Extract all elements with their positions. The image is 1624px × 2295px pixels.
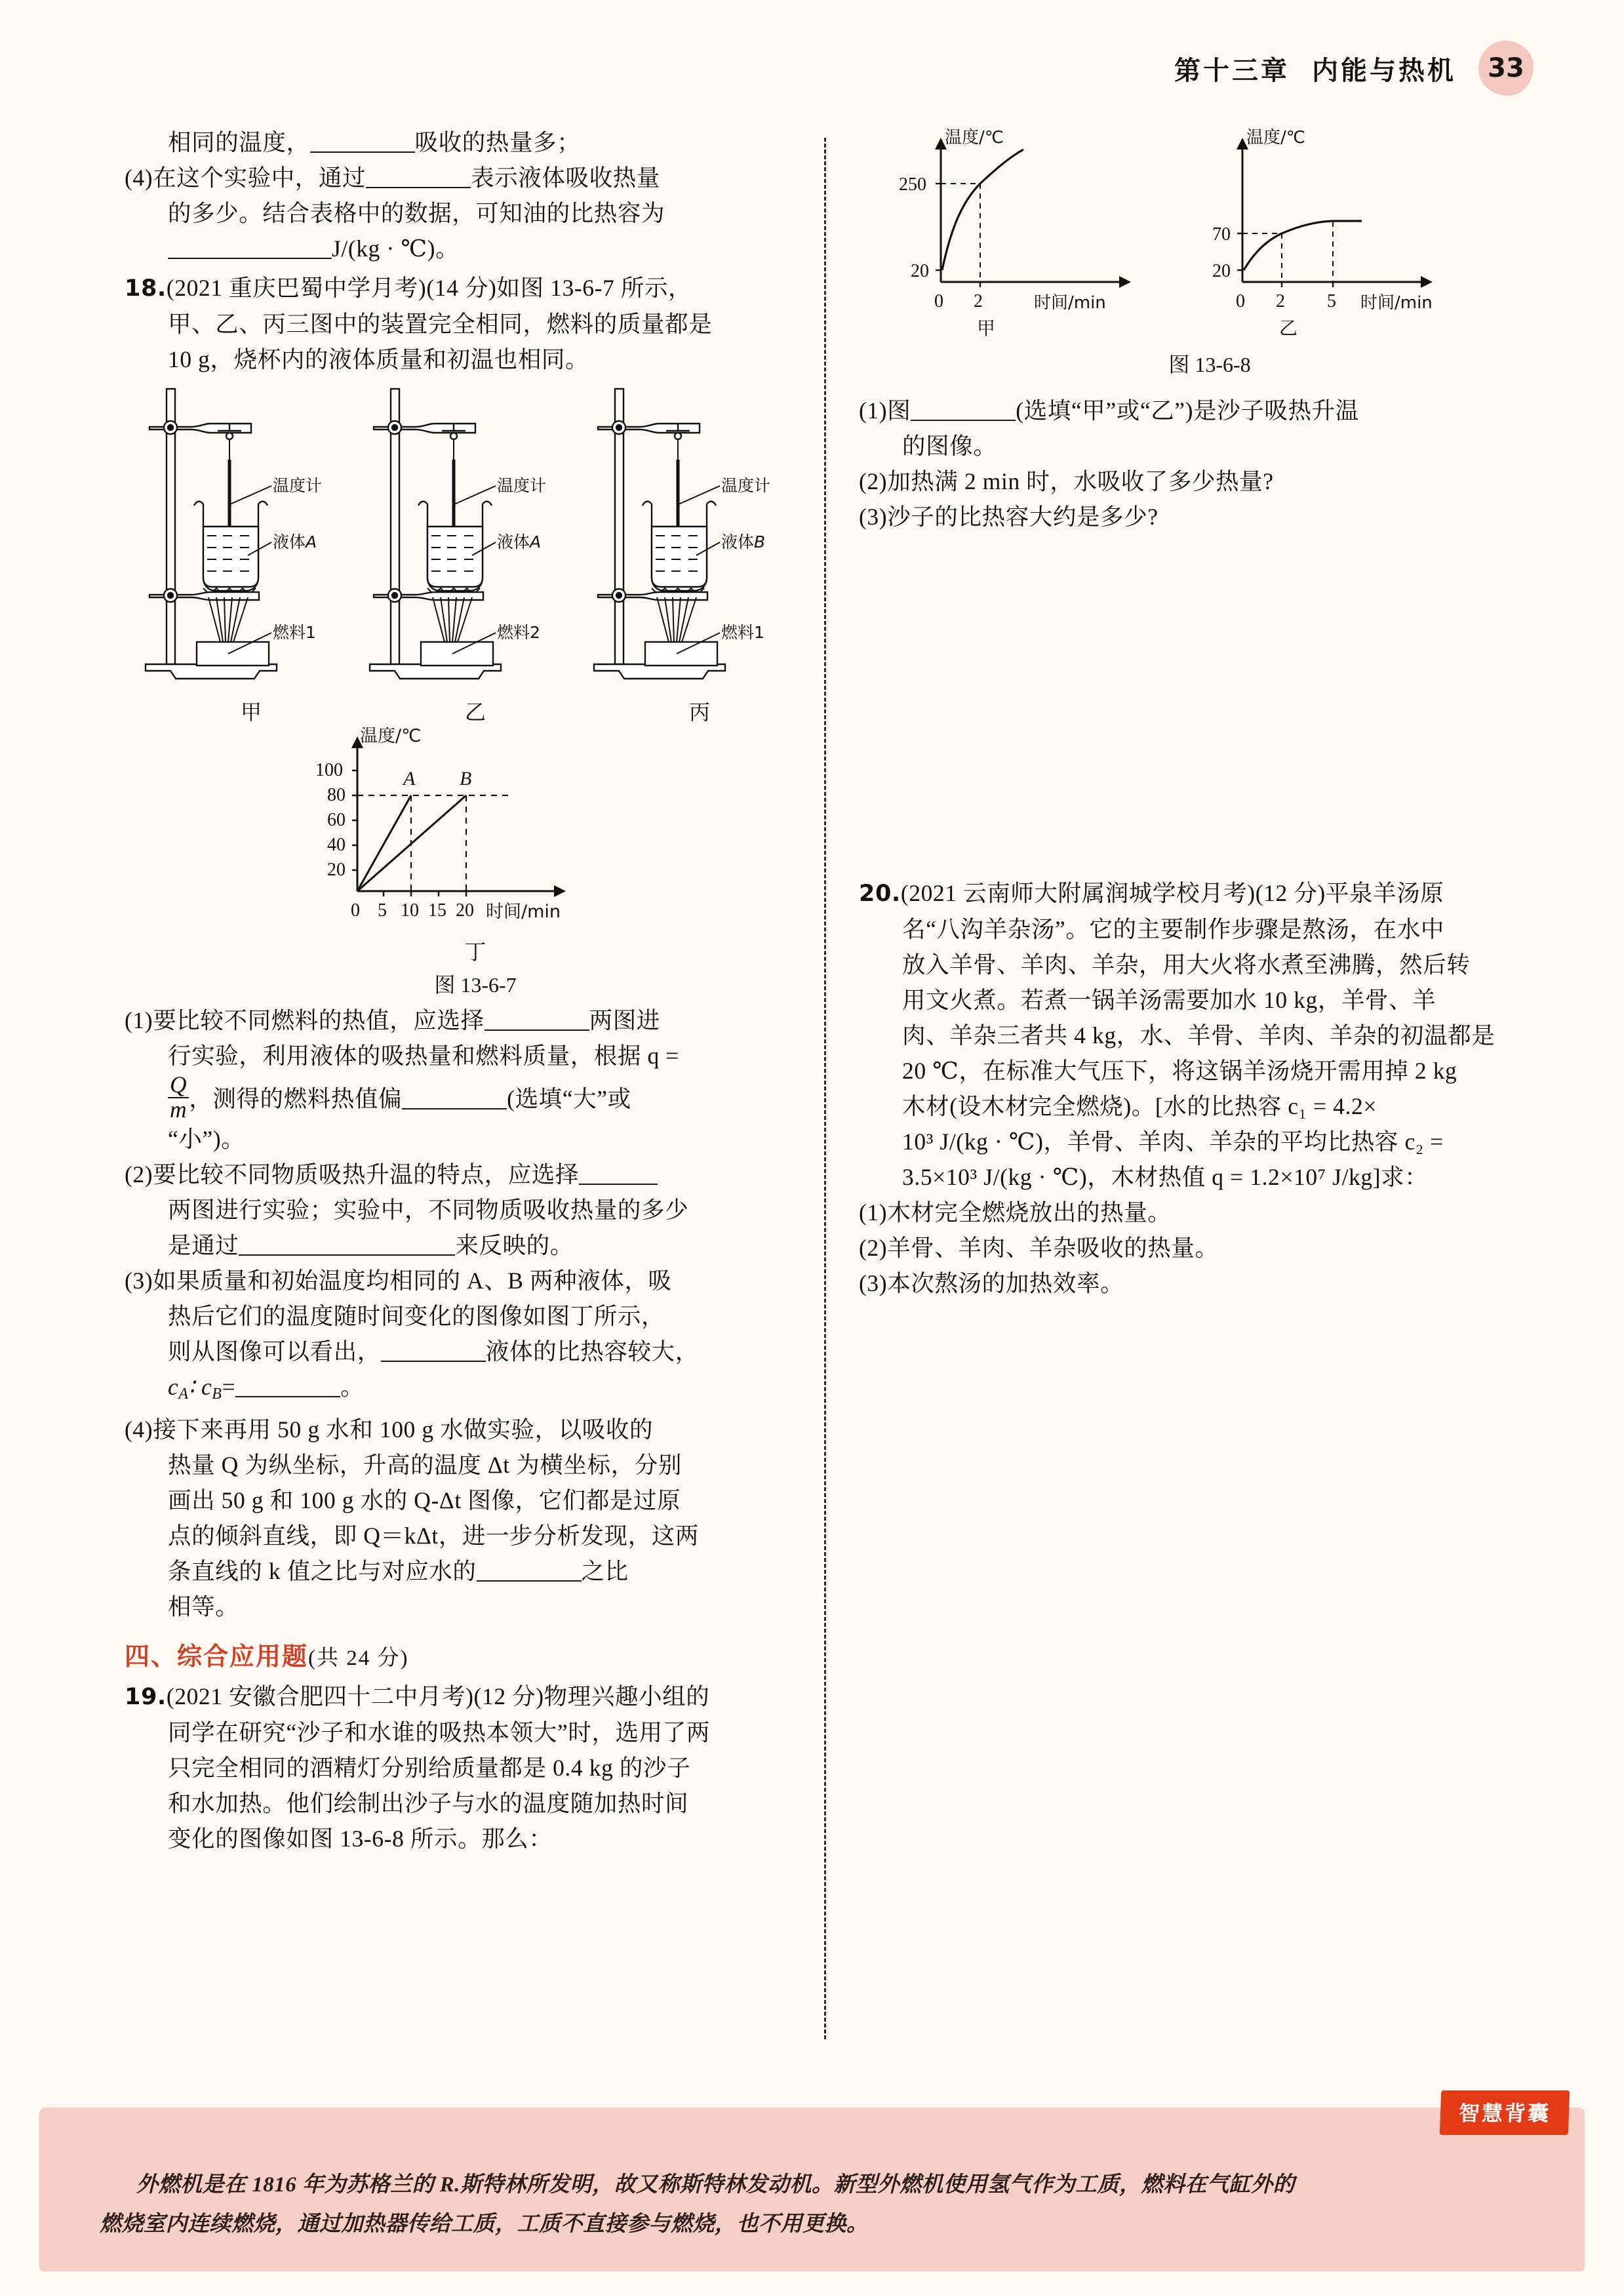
q20-stem-line4: 用文火煮。若煮一锅羊汤需要加水 10 kg，羊骨、羊 — [902, 987, 1436, 1013]
chart-yi-xtick-5: 5 — [1327, 291, 1336, 311]
apparatus-jia-drawing — [143, 386, 359, 694]
q17-sub4-line2: 的多少。结合表格中的数据，可知油的比热容为 — [168, 200, 665, 226]
chart-jia-ylabel: 温度/℃ — [945, 128, 1004, 148]
xtick-10: 10 — [401, 900, 419, 921]
label-liquid: 液体B — [721, 532, 766, 551]
chapter-title: 内能与热机 — [1312, 55, 1456, 86]
q20-points: (12 分) — [1255, 880, 1326, 906]
chart-yi-xlabel: 时间/min — [1360, 293, 1433, 313]
q17-sub4-line1 — [125, 160, 826, 195]
chart-jia-title: 甲 — [977, 317, 996, 339]
label-fuel: 燃料1 — [273, 623, 316, 642]
q18-stem-line2: 甲、乙、丙三图中的装置完全相同，燃料的质量都是 — [168, 311, 713, 337]
left-column — [125, 125, 826, 1856]
q18-sub3-line4 — [125, 1369, 826, 1412]
chart-ding — [292, 727, 659, 930]
q18-sub1-line2: 行实验，利用液体的吸热量和燃料质量，根据 q = — [168, 1043, 679, 1069]
series-A-line — [357, 795, 411, 891]
equals-sign: = — [222, 1374, 236, 1400]
series-label-B: B — [460, 768, 472, 789]
q20-stem-line5: 肉、羊杂三者共 4 kg，水、羊骨、羊肉、羊杂的初温都是 — [902, 1022, 1495, 1048]
chart-jia-ytick-20: 20 — [911, 261, 929, 281]
apparatus-figure-group — [125, 386, 826, 727]
q20-stem-line7: 木材(设木材完全燃烧)。[水的比热容 c₁ = 4.2× — [902, 1093, 1377, 1119]
chart-jia-ytick-250: 250 — [899, 174, 926, 195]
label-thermometer: 温度计 — [721, 476, 771, 495]
chart-ding-xlabel: 时间/min — [486, 902, 561, 922]
q19-sub3: (3)沙子的比热容大约是多少? — [859, 504, 1159, 530]
q17-sub4-b: 表示液体吸收热量 — [471, 165, 660, 191]
apparatus-bing-caption: 丙 — [688, 700, 710, 725]
apparatus-bing — [591, 386, 808, 727]
figure-13-6-8 — [859, 125, 1560, 378]
q18-sub1-line1 — [125, 1003, 826, 1038]
chart-yi-curve — [1244, 221, 1362, 270]
q19-source: (2021 安徽合肥四十二中月考) — [166, 1683, 474, 1709]
label-thermometer: 温度计 — [273, 476, 323, 495]
apparatus-bing-drawing — [591, 386, 808, 694]
q18-sub3-line2: 热后它们的温度随时间变化的图像如图丁所示， — [168, 1303, 665, 1329]
chart-jia-xtick-2: 2 — [974, 291, 983, 311]
answer-blank[interactable] — [239, 1254, 455, 1256]
q18-sub4-f: 之比 — [581, 1558, 629, 1584]
answer-blank[interactable] — [366, 187, 471, 188]
ytick-60: 60 — [327, 810, 346, 830]
q19-stem-line2: 同学在研究“沙子和水谁的吸热本领大”时，选用了两 — [168, 1719, 710, 1746]
wisdom-box-body — [39, 2107, 1585, 2244]
xtick-0: 0 — [351, 900, 360, 921]
q20-stem-line6: 20 ℃，在标准大气压下，将这锅羊汤烧开需用掉 2 kg — [902, 1058, 1457, 1084]
chart-jia-xlabel: 时间/min — [1034, 293, 1106, 313]
page-number-badge — [1478, 41, 1534, 96]
q19-stem-a: 物理兴趣小组的 — [544, 1683, 710, 1709]
answer-blank[interactable] — [485, 1029, 589, 1031]
apparatus-yi-caption: 乙 — [464, 700, 486, 725]
q20-stem-line2: 名“八沟羊杂汤”。它的主要制作步骤是熬汤，在水中 — [902, 916, 1444, 942]
q17-text-a: 相同的温度， — [168, 129, 310, 155]
wisdom-box-tab: 智慧背囊 — [1440, 2090, 1570, 2135]
q18-sub4-e: 条直线的 k 值之比与对应水的 — [168, 1558, 477, 1584]
q18-source: (2021 重庆巴蜀中学月考) — [166, 275, 427, 301]
q18-sub4-line2: 热量 Q 为纵坐标，升高的温度 Δt 为横坐标，分别 — [168, 1452, 682, 1478]
figure-13-6-8-caption: 图 13-6-8 — [1168, 353, 1251, 376]
q18-sub1-line4: “小”)。 — [168, 1126, 245, 1152]
q18-sub4-line1: (4)接下来再用 50 g 水和 100 g 水做实验，以吸收的 — [125, 1416, 654, 1443]
q19-stem-line5: 变化的图像如图 13-6-8 所示。那么： — [168, 1826, 553, 1852]
chart-yi-ytick-20: 20 — [1212, 261, 1231, 281]
q17-sub4-line3 — [125, 231, 826, 266]
wisdom-line-2: 燃烧室内连续燃烧，通过加热器传给工质，工质不直接参与燃烧，也不用更换。 — [100, 2212, 869, 2236]
ytick-40: 40 — [327, 835, 346, 855]
right-column — [859, 125, 1560, 1301]
chart-yi-xtick-0: 0 — [1236, 291, 1245, 311]
q19-stem-line3: 只完全相同的酒精灯分别给质量都是 0.4 kg 的沙子 — [168, 1755, 691, 1781]
apparatus-yi-drawing — [367, 386, 584, 694]
q19-stem-line4: 和水加热。他们绘制出沙子与水的温度随加热时间 — [168, 1790, 689, 1816]
q18-sub3-line3 — [125, 1334, 826, 1369]
chart-yi-ylabel: 温度/℃ — [1246, 128, 1305, 148]
chapter-number: 第十三章 — [1174, 55, 1290, 86]
q17-text-b: 吸收的热量多； — [414, 129, 581, 155]
ytick-20: 20 — [327, 860, 346, 880]
period: 。 — [340, 1374, 365, 1400]
section-four-points: (共 24 分) — [308, 1646, 409, 1670]
label-liquid: 液体A — [273, 532, 317, 551]
q18-sub4-line5 — [125, 1553, 826, 1589]
q18-sub3-c: 则从图像可以看出， — [168, 1338, 381, 1365]
q19-sub1-line2: 的图像。 — [902, 433, 997, 459]
q18-sub1-a: (1)要比较不同燃料的热值，应选择 — [125, 1007, 485, 1033]
q18-number: 18. — [125, 275, 167, 302]
answer-blank[interactable] — [402, 1108, 507, 1109]
chart-ding-wrap — [125, 727, 826, 999]
q18-sub2-line3 — [125, 1227, 826, 1263]
q18-stem-line3: 10 g，烧杯内的液体质量和初温也相同。 — [168, 346, 589, 372]
answer-blank[interactable] — [381, 1361, 486, 1362]
label-fuel: 燃料1 — [721, 623, 764, 642]
q17-unit: J/(kg · ℃)。 — [332, 235, 460, 262]
q20-number: 20. — [859, 881, 901, 907]
chart-yi-ytick-70: 70 — [1212, 224, 1231, 245]
q19-points: (12 分) — [473, 1683, 544, 1709]
xtick-20: 20 — [456, 900, 474, 921]
chart-yi — [1212, 128, 1433, 339]
chart-yi-xtick-2: 2 — [1276, 291, 1285, 311]
q19-sub2: (2)加热满 2 min 时，水吸收了多少热量? — [859, 468, 1274, 494]
chart-yi-title: 乙 — [1279, 317, 1298, 339]
q20-source: (2021 云南师大附属润城学校月考) — [900, 880, 1256, 906]
q20-sub3: (3)本次熬汤的加热效率。 — [859, 1270, 1124, 1296]
q19-number: 19. — [125, 1684, 167, 1710]
q19-sub1-line1 — [859, 393, 1560, 428]
formula-q-over-m — [168, 1073, 189, 1121]
symbol-cB-sub: B — [212, 1386, 222, 1403]
answer-blank[interactable] — [477, 1580, 582, 1582]
chart-ding-label: 丁 — [464, 941, 486, 965]
q18-sub4-line6: 相等。 — [168, 1593, 239, 1620]
q20-stem-line8: 10³ J/(kg · ℃)，羊骨、羊肉、羊杂的平均比热容 c₂ = — [902, 1128, 1444, 1155]
q20-stem-line3: 放入羊骨、羊肉、羊杂，用大火将水煮至沸腾，然后转 — [902, 951, 1471, 978]
answer-blank[interactable] — [579, 1184, 658, 1185]
q20-stem-line9: 3.5×10³ J/(kg · ℃)，木材热值 q = 1.2×10⁷ J/kg]求： — [902, 1164, 1429, 1190]
q18-stem-a: 如图 13-6-7 所示， — [496, 275, 692, 301]
symbol-cA-sub: A — [178, 1386, 189, 1403]
section-four-heading — [125, 1636, 826, 1672]
q20-stem-a: 平泉羊汤原 — [1325, 880, 1444, 906]
chart-jia-xtick-0: 0 — [934, 291, 943, 311]
label-thermometer: 温度计 — [497, 476, 547, 495]
q18-sub1-d: ，测得的燃料热值偏 — [189, 1085, 403, 1112]
chart-ding-ylabel: 温度/℃ — [360, 727, 422, 746]
ytick-100: 100 — [315, 760, 343, 780]
q18-sub1-b: 两图进 — [589, 1007, 660, 1033]
xtick-5: 5 — [378, 900, 387, 921]
q18-sub4-line4: 点的倾斜直线，即 Q＝kΔt，进一步分析发现，这两 — [168, 1523, 699, 1549]
apparatus-jia-caption: 甲 — [240, 700, 262, 725]
section-four-title: 四、综合应用题 — [125, 1642, 309, 1671]
answer-blank[interactable] — [168, 258, 332, 259]
q18-sub3-line1: (3)如果质量和初始温度均相同的 A、B 两种液体，吸 — [125, 1267, 672, 1294]
q18-sub2-line1 — [125, 1157, 826, 1192]
page-number: 33 — [1488, 53, 1524, 83]
q17-tail-line1 — [125, 125, 826, 160]
ytick-80: 80 — [327, 785, 346, 805]
q18-sub1-e: (选填“大”或 — [507, 1085, 631, 1112]
q19-sub1-b: (选填“甲”或“乙”)是沙子吸热升温 — [1016, 397, 1359, 424]
q18-sub2-c: 是通过 — [168, 1232, 239, 1258]
q19-sub1-a: (1)图 — [859, 397, 911, 424]
q19-stem-line1 — [125, 1679, 826, 1715]
q20-stem-line1 — [859, 875, 1560, 911]
q18-sub3-d: 液体的比热容较大， — [485, 1338, 699, 1365]
symbol-cB: ∶ c — [188, 1374, 212, 1400]
chart-jia-curve — [942, 150, 1023, 270]
q18-sub2-d: 来反映的。 — [455, 1232, 574, 1258]
answer-blank[interactable] — [235, 1396, 340, 1397]
frac-numerator: Q — [168, 1073, 189, 1098]
q18-sub2-a: (2)要比较不同物质吸热升温的特点，应选择 — [125, 1161, 579, 1187]
apparatus-jia — [143, 386, 359, 727]
wisdom-line-1: 外燃机是在 1816 年为苏格兰的 R.斯特林所发明，故又称斯特林发动机。新型外燃机使用氢气作为工质，燃料在气缸外的 — [136, 2173, 1296, 2197]
page-header — [1174, 41, 1534, 96]
frac-denominator: m — [170, 1096, 188, 1123]
q17-sub4-a: (4)在这个实验中，通过 — [125, 165, 366, 191]
chart-pair-13-6-8 — [862, 125, 1557, 341]
q20-sub1: (1)木材完全燃烧放出的热量。 — [859, 1199, 1172, 1226]
xtick-15: 15 — [428, 900, 446, 921]
label-fuel: 燃料2 — [497, 623, 540, 642]
q18-sub4-line3: 画出 50 g 和 100 g 水的 Q-Δt 图像，它们都是过原 — [168, 1487, 681, 1513]
symbol-cA: c — [168, 1374, 179, 1400]
apparatus-yi — [367, 386, 584, 727]
answer-blank[interactable] — [310, 151, 415, 153]
q18-sub1-line3 — [125, 1073, 826, 1121]
figure-13-6-7-caption: 图 13-6-7 — [434, 973, 517, 997]
wisdom-box — [39, 2101, 1585, 2271]
chart-jia — [899, 128, 1131, 339]
q18-stem-line1 — [125, 270, 826, 306]
label-liquid: 液体A — [497, 532, 542, 551]
q20-sub2: (2)羊骨、羊肉、羊杂吸收的热量。 — [859, 1235, 1219, 1261]
page-title — [1174, 50, 1456, 87]
series-label-A: A — [403, 768, 416, 789]
q18-points: (14 分) — [426, 275, 497, 301]
q18-sub2-line2: 两图进行实验；实验中，不同物质吸收热量的多少 — [168, 1197, 689, 1223]
answer-blank[interactable] — [911, 420, 1016, 421]
